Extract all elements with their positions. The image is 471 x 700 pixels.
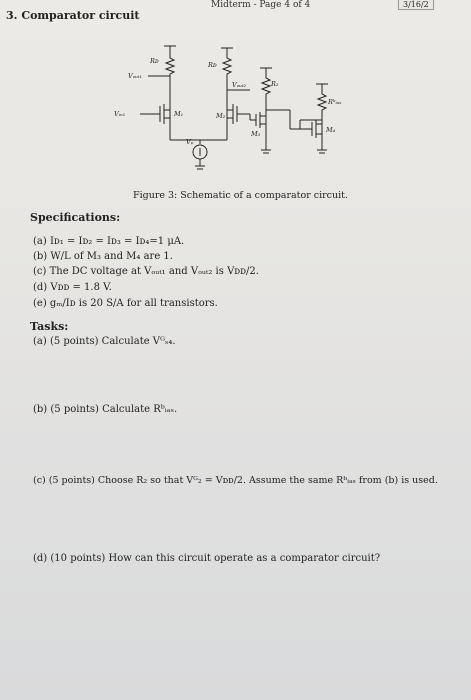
m3-label: M₃ (251, 130, 261, 138)
r2-label: R₂ (271, 80, 279, 88)
m1-label: M₁ (174, 110, 184, 118)
vp-label: Vₚ (186, 138, 194, 146)
rbias-label: Rᵇᵢₐₛ (328, 98, 342, 106)
task-item-c: (c) (5 points) Choose R₂ so that Vᴳ₂ = Vᴅᴅ/2. Assume the same Rᵇᵢₐₛ from (b) is used. (33, 475, 438, 486)
tasks-heading: Tasks: (30, 320, 69, 333)
vout1-label: Vₒᵤₜ₁ (128, 72, 142, 80)
spec-item-a: (a) Iᴅ₁ = Iᴅ₂ = Iᴅ₃ = Iᴅ₄=1 μA. (33, 236, 185, 247)
specifications-heading: Specifications: (30, 211, 121, 224)
rd2-label: Rᴅ (208, 61, 217, 69)
spec-item-b: (b) W/L of M₃ and M₄ are 1. (33, 251, 173, 262)
rd1-label: Rᴅ (150, 57, 159, 65)
m2-label: M₂ (216, 112, 226, 120)
vin1-label: Vᵢₙ₁ (114, 110, 126, 118)
task-item-a: (a) (5 points) Calculate Vᴳₛ₄. (33, 336, 176, 347)
page-header: Midterm - Page 4 of 4 (211, 0, 311, 10)
task-item-d: (d) (10 points) How can this circuit operate as a comparator circuit? (33, 553, 381, 564)
problem-title: 3. Comparator circuit (6, 9, 140, 22)
vout2-label: Vₒᵤₜ₂ (232, 81, 246, 89)
comparator-schematic (100, 40, 360, 190)
figure-caption: Figure 3: Schematic of a comparator circuit. (133, 190, 348, 201)
date-stamp: 3/16/2 (398, 0, 434, 10)
spec-item-d: (d) Vᴅᴅ = 1.8 V. (33, 282, 112, 293)
m4-label: M₄ (326, 126, 336, 134)
spec-item-c: (c) The DC voltage at Vₒᵤₜ₁ and Vₒᵤₜ₂ is Vᴅᴅ/2. (33, 266, 259, 277)
spec-item-e: (e) gₘ/Iᴅ is 20 S/A for all transistors. (33, 298, 218, 309)
task-item-b: (b) (5 points) Calculate Rᵇᵢₐₛ. (33, 404, 178, 415)
